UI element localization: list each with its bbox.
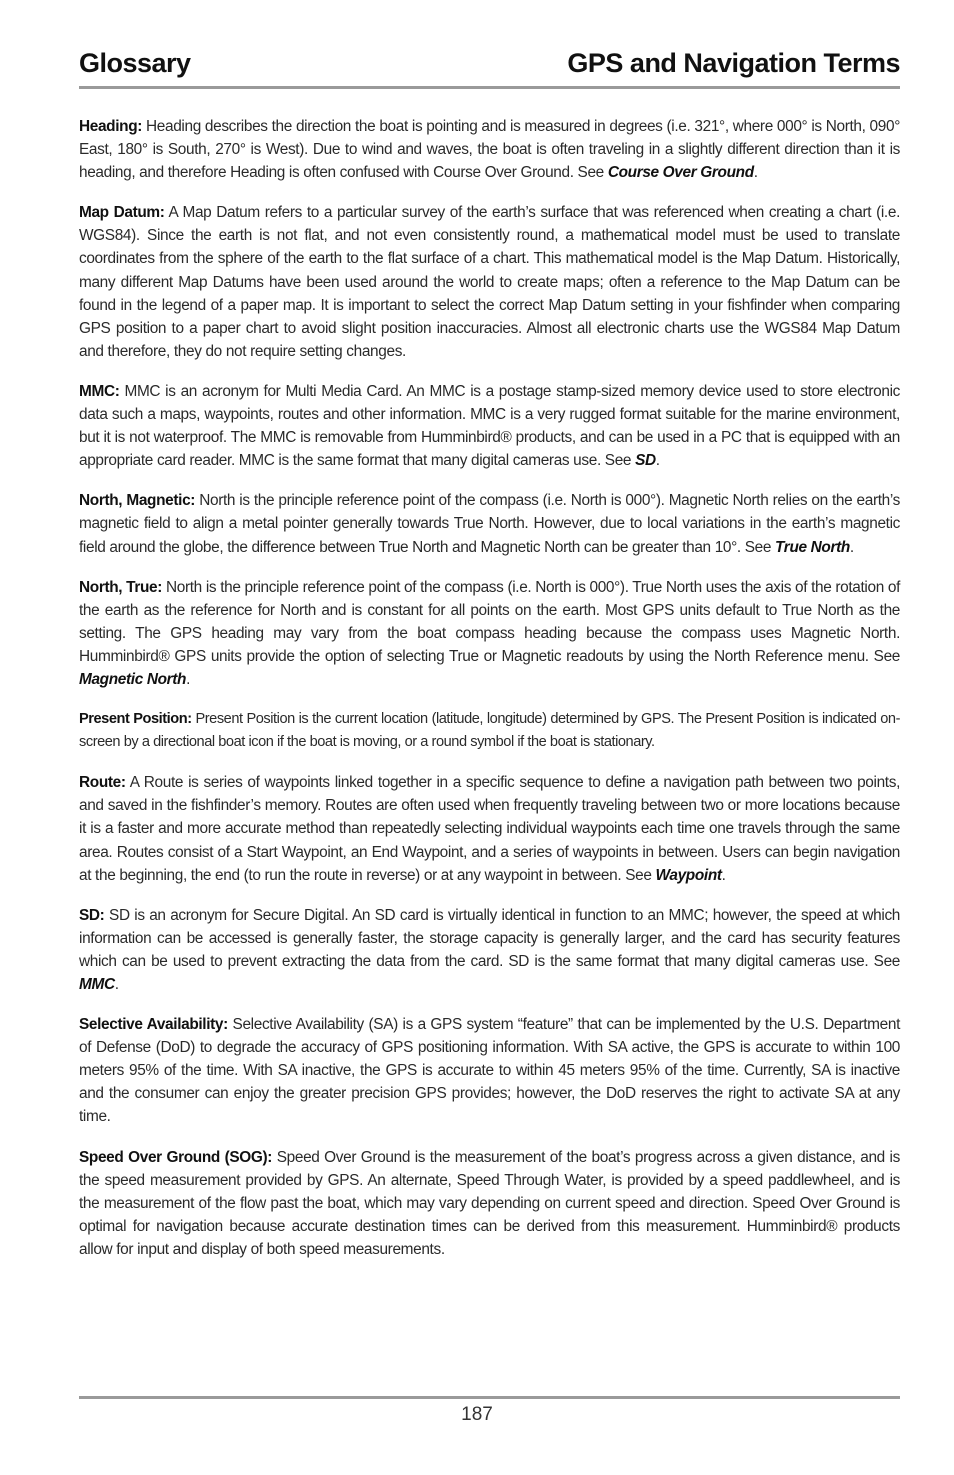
entry-definition: A Map Datum refers to a particular survey of the earth’s surface that was referenced when creating a chart (i.e. WGS84). Since the earth is not flat, and not even consistently round, a mathematical model must be used to translate coordinates from the sphere of the earth to the flat surface of a chart. This mathematical model is the Map Datum. Historically, many different Map Datums have been used around the world to create maps; often a reference to the Map Datum can be found in the legend of a paper map. It is important to select the correct Map Datum setting in your fishfinder when comparing GPS position to a paper chart to avoid slight position inaccuracies. Almost all electronic charts use the WGS84 Map Datum and therefore, they do not require setting changes. xyxy=(79,204,900,360)
entry-definition: SD is an acronym for Secure Digital. An SD card is virtually identical in function to an MMC; however, the speed at which information can be accessed is generally faster, the storage capacity is generally larger, and the card has security features which can be used to prevent extracting the data from the card. SD is the same format that many digital cameras use. See xyxy=(79,906,900,970)
cross-reference: Course Over Ground xyxy=(607,164,754,182)
entry-term: Map Datum: xyxy=(79,204,165,222)
entry-punctuation: . xyxy=(753,164,758,182)
glossary-content xyxy=(79,115,900,1278)
entry-term: Route: xyxy=(79,774,126,792)
glossary-entry-present-position xyxy=(79,708,900,754)
entry-definition: Present Position is the current location (latitude, longitude) determined by GPS. The Present Position is indicated on-screen by a directional boat icon if the boat is moving, or a round symbol if the boat is stationary. xyxy=(79,711,900,751)
cross-reference: SD xyxy=(635,452,656,470)
cross-reference: True North xyxy=(775,538,850,556)
cross-reference: Waypoint xyxy=(655,866,722,884)
entry-punctuation: . xyxy=(186,670,191,688)
section-title: Glossary xyxy=(79,48,191,78)
entry-term: North, Magnetic: xyxy=(79,492,196,510)
entry-punctuation: . xyxy=(849,538,854,556)
entry-term: MMC: xyxy=(79,382,120,400)
entry-definition: A Route is series of waypoints linked together in a specific sequence to define a navigation path between two points, and saved in the fishfinder’s memory. Routes are often used when frequently traveling between two or more locations because it is a faster and more accurate method than repeatedly selecting individual waypoints each time one travels through the same area. Routes consist of a Start Waypoint, an End Waypoint, and a series of waypoints in between. Users can begin navigation at the beginning, the end (to run the route in reverse) or at any waypoint in between. See xyxy=(79,774,900,884)
glossary-entry-north-magnetic xyxy=(79,489,900,558)
glossary-entry-mmc xyxy=(79,380,900,472)
entry-punctuation: . xyxy=(655,452,660,470)
footer-divider xyxy=(79,1396,900,1399)
page-header xyxy=(79,48,900,86)
entry-definition: North is the principle reference point of the compass (i.e. North is 000°). True North uses the axis of the rotation of the earth as the reference for North and is constant for all points on the earth. Most GPS units default to True North as the setting. The GPS heading may vary from the boat compass heading because the compass uses Magnetic North. Humminbird® GPS units provide the option of selecting True or Magnetic readouts by using the North Reference menu. See xyxy=(79,578,901,665)
entry-term: Heading: xyxy=(79,118,143,135)
entry-definition: Speed Over Ground is the measurement of the boat’s progress across a given distance, and is the speed measurement provided by GPS. An alternate, Speed Through Water, is provided by a speed paddlewheel, and is the measurement of the flow past the boat, which may vary depending on current speed and direction. Speed Over Ground is optimal for navigation because accurate destination times can be derived from this measurement. Humminbird® products allow for input and display of both speed measurements. xyxy=(79,1148,900,1258)
glossary-entry-route xyxy=(79,771,900,886)
glossary-entry-north-true xyxy=(79,576,900,691)
entry-term: SD: xyxy=(79,906,105,924)
subsection-title: GPS and Navigation Terms xyxy=(567,48,900,78)
entry-term: Selective Availability: xyxy=(79,1016,228,1034)
entry-definition: North is the principle reference point of the compass (i.e. North is 000°). Magnetic North relies on the earth’s magnetic field to align a metal pointer generally towards True North. However, due to local variations in the earth’s magnetic field around the globe, the difference between True North and Magnetic North can be greater than 10°. See xyxy=(79,492,900,556)
entry-term: Present Position: xyxy=(79,711,192,728)
cross-reference: Magnetic North xyxy=(79,670,187,688)
page-number: 187 xyxy=(461,1404,493,1425)
glossary-entry-speed-over-ground xyxy=(79,1146,900,1261)
entry-term: Speed Over Ground (SOG): xyxy=(79,1148,273,1166)
entry-punctuation: . xyxy=(721,866,726,884)
glossary-entry-heading xyxy=(79,115,900,184)
glossary-entry-map-datum xyxy=(79,201,900,363)
entry-definition: Selective Availability (SA) is a GPS system “feature” that can be implemented by the U.S. Department of Defense (DoD) to degrade the accuracy of GPS positioning information. With SA active, the GPS is accurate to within 100 meters 95% of the time. With SA inactive, the GPS is accurate to within 45 meters 95% of the time. Currently, SA is inactive and the consumer can enjoy the greater precision GPS provides; however, the DoD reserves the right to activate SA at any time. xyxy=(79,1016,900,1126)
entry-punctuation: . xyxy=(114,976,119,993)
glossary-entry-sd xyxy=(79,904,900,996)
entry-definition: Heading describes the direction the boat is pointing and is measured in degrees (i.e. 321°, where 000° is North, 090° East, 180° is South, 270° is West). Due to wind and waves, the boat is often traveling in a slightly different direction than it is heading, and therefore Heading is often confused with Course Over Ground. See xyxy=(79,118,900,182)
entry-definition: MMC is an acronym for Multi Media Card. An MMC is a postage stamp-sized memory device used to store electronic data such a maps, waypoints, routes and other information. MMC is a very rugged format suitable for the marine environment, but it is not waterproof. The MMC is removable from Humminbird® products, and can be used in a PC that is equipped with an appropriate card reader. MMC is the same format that many digital cameras use. See xyxy=(79,382,900,470)
glossary-entry-selective-availability xyxy=(79,1013,900,1128)
cross-reference: MMC xyxy=(79,976,115,993)
entry-term: North, True: xyxy=(79,578,163,596)
header-divider xyxy=(79,86,900,89)
